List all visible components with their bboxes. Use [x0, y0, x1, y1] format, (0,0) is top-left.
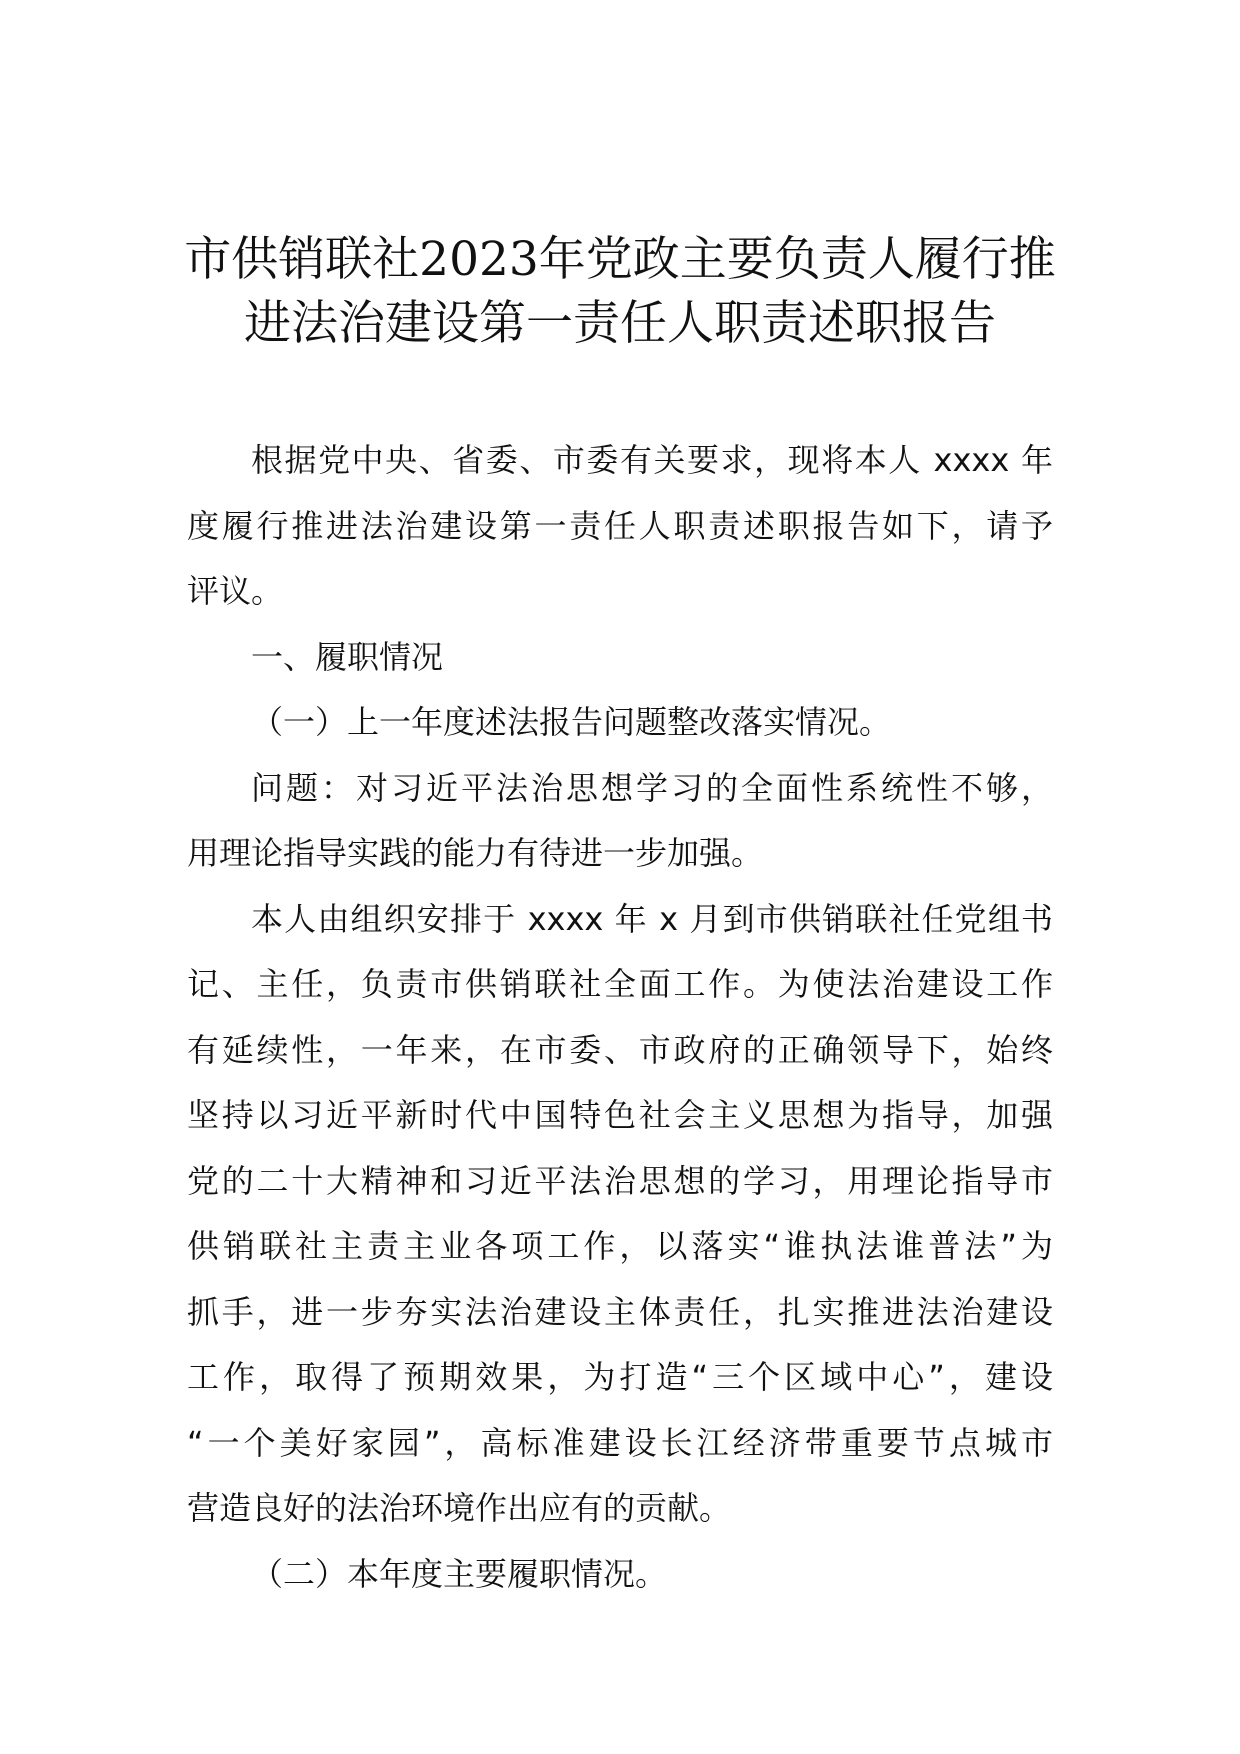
- problem-paragraph: [187, 756, 1053, 887]
- subheading-line: （一）上一年度述法报告问题整改落实情况。: [251, 703, 892, 741]
- document-body: [187, 428, 1053, 1607]
- text-line: 评议。: [187, 572, 284, 610]
- text-line: 抓手，进一步夯实法治建设主体责任，扎实推进法治建设: [187, 1292, 1053, 1331]
- rectification-paragraph: [187, 887, 1053, 1542]
- document-title: [180, 228, 1060, 356]
- text-line: 有延续性，一年来，在市委、市政府的正确领导下，始终: [187, 1030, 1053, 1069]
- section-heading: [187, 625, 1053, 691]
- text-line: 党的二十大精神和习近平法治思想的学习，用理论指导市: [187, 1161, 1053, 1200]
- text-line: 问题：对习近平法治思想学习的全面性系统性不够，: [251, 768, 1053, 807]
- text-line: 坚持以习近平新时代中国特色社会主义思想为指导，加强: [187, 1096, 1053, 1134]
- text-line: 本人由组织安排于 xxxx 年 x 月到市供销联社任党组书: [251, 899, 1053, 938]
- subheading-line: （二）本年度主要履职情况。: [251, 1554, 668, 1593]
- text-line: “一个美好家园”，高标准建设长江经济带重要节点城市: [187, 1423, 1053, 1462]
- intro-paragraph: [187, 428, 1053, 625]
- text-line: 根据党中央、省委、市委有关要求，现将本人 xxxx 年: [251, 441, 1053, 479]
- text-line: 工作，取得了预期效果，为打造“三个区域中心”，建设: [187, 1358, 1053, 1396]
- text-line: 供销联社主责主业各项工作，以落实“谁执法谁普法”为: [187, 1227, 1053, 1265]
- title-line-2: 进法治建设第一责任人职责述职报告: [244, 296, 996, 351]
- text-line: 用理论指导实践的能力有待进一步加强。: [187, 834, 764, 872]
- subsection-heading: [187, 1542, 1053, 1608]
- text-line: 记、主任，负责市供销联社全面工作。为使法治建设工作: [187, 965, 1053, 1003]
- heading-line: 一、履职情况: [251, 637, 444, 676]
- subsection-heading: [187, 690, 1053, 756]
- text-line: 度履行推进法治建设第一责任人职责述职报告如下，请予: [187, 506, 1053, 545]
- title-line-1: 市供销联社2023年党政主要负责人履行推: [184, 232, 1056, 287]
- text-line: 营造良好的法治环境作出应有的贡献。: [187, 1489, 732, 1527]
